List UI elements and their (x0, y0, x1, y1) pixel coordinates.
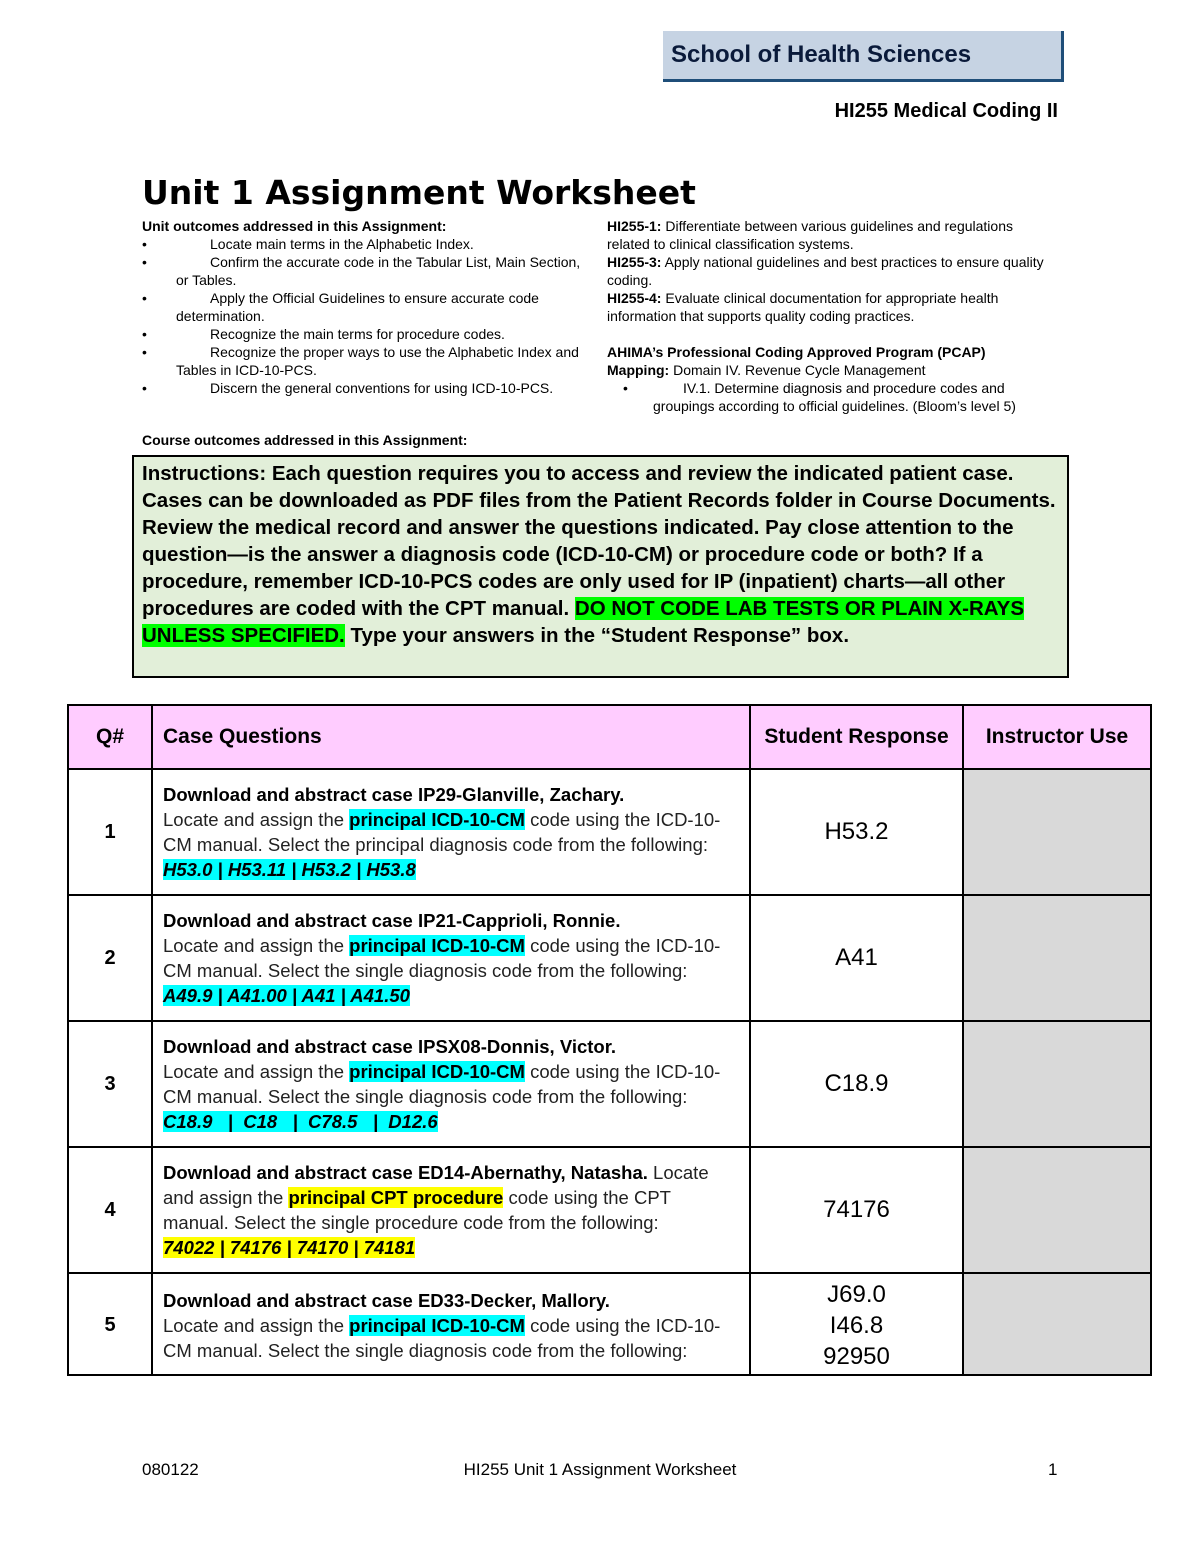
answer-options: H53.0 | H53.11 | H53.2 | H53.8 (163, 859, 416, 880)
instructions-text: Instructions: Each question requires you to access and review the indicated patient case. Cases can be downloaded as PDF files from the Patient Records folder in Course Documents. Review the medical record and answer the questions indicated. Pay close attention to the question—is the answer a diagnosis code (ICD-10-CM) or procedure code or both? If a procedure, remember ICD-10-PCS codes are only used for IP (inpatient) charts—all other procedures are coded with the CPT manual. (142, 462, 1056, 620)
table-header-row (68, 705, 1151, 769)
question-cell: Download and abstract case ED14-Abernathy, Natasha. Locate and assign the principal CPT procedure code using the CPT manual. Select the single procedure code from the following: 74022 | 74176 | 74170 | 74181 (152, 1147, 750, 1273)
list-item: • Locate main terms in the Alphabetic Index. (142, 235, 582, 253)
highlight: principal CPT procedure (288, 1187, 504, 1208)
col-header-question: Case Questions (152, 705, 750, 769)
footer-title: HI255 Unit 1 Assignment Worksheet (463, 1460, 737, 1479)
course-outcomes-heading: Course outcomes addressed in this Assignment: (142, 432, 468, 448)
pcap-heading: AHIMA’s Professional Coding Approved Program (PCAP) (607, 344, 986, 360)
table-row (68, 1273, 1151, 1375)
instructions-box (132, 455, 1069, 678)
table-row (68, 769, 1151, 895)
page-title: Unit 1 Assignment Worksheet (142, 173, 696, 212)
highlight: principal ICD-10-CM (349, 1315, 525, 1336)
student-response[interactable]: C18.9 (750, 1021, 963, 1147)
response-line: I46.8 (829, 1311, 884, 1339)
school-name: School of Health Sciences (671, 41, 972, 68)
unit-outcomes-heading: Unit outcomes addressed in this Assignment: (142, 218, 447, 234)
table-row (68, 1147, 1151, 1273)
case-title: Download and abstract case ED14-Abernathy, Natasha. (163, 1162, 648, 1183)
question-number: 3 (68, 1021, 152, 1147)
list-item: • IV.1. Determine diagnosis and procedure codes and groupings according to official guidelines. (Bloom’s level 5) (607, 379, 1057, 415)
instructor-use (963, 895, 1151, 1021)
instructor-use (963, 1273, 1151, 1375)
unit-outcomes (142, 217, 582, 397)
answer-options: C18.9 | C18 | C78.5 | D12.6 (163, 1111, 438, 1132)
pcap-list (607, 379, 1057, 415)
pcap-mapping: Mapping: Domain IV. Revenue Cycle Management (607, 362, 926, 378)
question-number: 2 (68, 895, 152, 1021)
col-header-response: Student Response (750, 705, 963, 769)
answer-options: A49.9 | A41.00 | A41 | A41.50 (163, 985, 410, 1006)
response-line: 92950 (823, 1342, 890, 1370)
list-item: • Discern the general conventions for using ICD-10-PCS. (142, 379, 582, 397)
table-row (68, 895, 1151, 1021)
case-title: Download and abstract case IP21-Capprioli, Ronnie. (163, 910, 621, 931)
course-code: HI255 Medical Coding II (834, 100, 1058, 122)
student-response[interactable]: H53.2 (750, 769, 963, 895)
list-item: • Confirm the accurate code in the Tabular List, Main Section, or Tables. (142, 253, 582, 289)
highlight: principal ICD-10-CM (349, 1061, 525, 1082)
instructions-closing: Type your answers in the “Student Response” box. (350, 624, 850, 647)
instructor-use (963, 769, 1151, 895)
footer-code: 080122 (142, 1460, 199, 1479)
case-title: Download and abstract case ED33-Decker, Mallory. (163, 1290, 610, 1311)
student-response[interactable] (750, 1273, 963, 1375)
course-outcome: HI255-3: Apply national guidelines and best practices to ensure quality coding. (607, 254, 1044, 288)
table-row (68, 1021, 1151, 1147)
question-cell: Download and abstract case ED33-Decker, Mallory. Locate and assign the principal ICD-10-CM code using the ICD-10-CM manual. Select the single diagnosis code from the following: (152, 1273, 750, 1375)
list-item: • Apply the Official Guidelines to ensure accurate code determination. (142, 289, 582, 325)
col-header-instructor: Instructor Use (963, 705, 1151, 769)
question-cell: Download and abstract case IP21-Capprioli, Ronnie. Locate and assign the principal ICD-10-CM code using the ICD-10-CM manual. Select the single diagnosis code from the following: A49.9 | A41.00 | A41 | A41.50 (152, 895, 750, 1021)
instructions-highlight: DO NOT CODE LAB TESTS OR PLAIN X-RAYS UNLESS SPECIFIED. (142, 597, 1025, 647)
question-cell: Download and abstract case IP29-Glanville, Zachary. Locate and assign the principal ICD-10-CM code using the ICD-10-CM manual. Select the principal diagnosis code from the following: H53.0 | H53.11 | H53.2 | H53.8 (152, 769, 750, 895)
course-outcome: HI255-1: Differentiate between various guidelines and regulations related to clinical classification systems. (607, 218, 1013, 252)
answer-options: 74022 | 74176 | 74170 | 74181 (163, 1237, 416, 1258)
school-banner (663, 31, 1064, 82)
question-number: 1 (68, 769, 152, 895)
instructor-use (963, 1147, 1151, 1273)
list-item: • Recognize the proper ways to use the Alphabetic Index and Tables in ICD-10-PCS. (142, 343, 582, 379)
question-number: 4 (68, 1147, 152, 1273)
page-number: 1 (1048, 1460, 1058, 1479)
highlight: principal ICD-10-CM (349, 935, 525, 956)
question-cell: Download and abstract case IPSX08-Donnis, Victor. Locate and assign the principal ICD-10-CM code using the ICD-10-CM manual. Select the single diagnosis code from the following: C18.9 | C18 | C78.5 | D12.6 (152, 1021, 750, 1147)
unit-outcomes-list (142, 235, 582, 397)
question-number: 5 (68, 1273, 152, 1375)
col-header-num: Q# (68, 705, 152, 769)
list-item: • Recognize the main terms for procedure codes. (142, 325, 582, 343)
response-line: J69.0 (827, 1280, 886, 1308)
case-title: Download and abstract case IPSX08-Donnis, Victor. (163, 1036, 617, 1057)
case-title: Download and abstract case IP29-Glanville, Zachary. (163, 784, 625, 805)
course-outcome: HI255-4: Evaluate clinical documentation for appropriate health information that supports quality coding practices. (607, 290, 999, 324)
course-outcomes (607, 217, 1057, 415)
instructor-use (963, 1021, 1151, 1147)
questions-table (67, 704, 1152, 1376)
student-response[interactable]: A41 (750, 895, 963, 1021)
student-response[interactable]: 74176 (750, 1147, 963, 1273)
highlight: principal ICD-10-CM (349, 809, 525, 830)
